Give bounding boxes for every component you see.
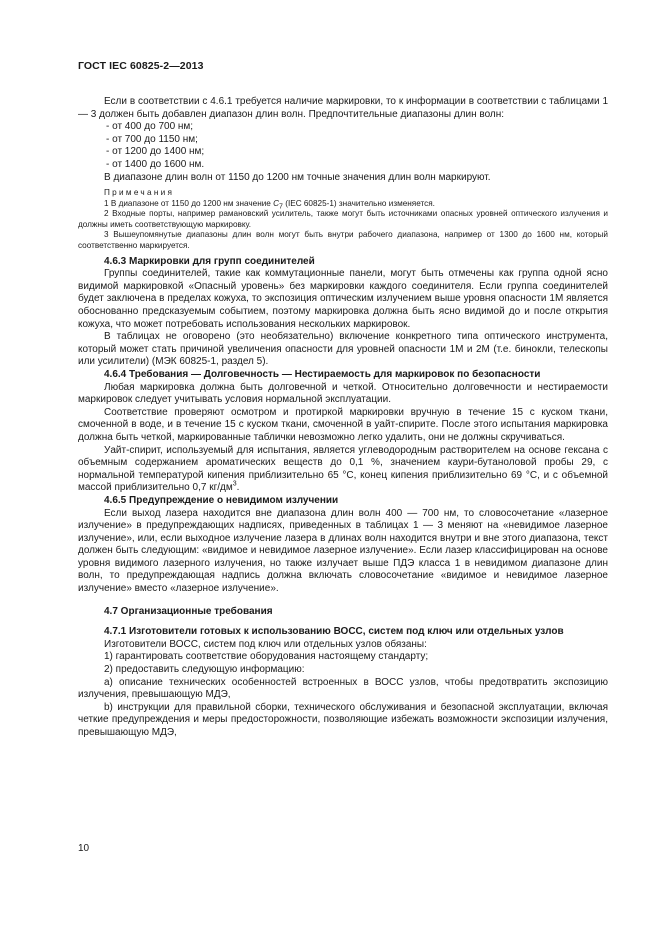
note-1 [78,199,608,210]
range-item: - от 400 до 700 нм; [106,121,194,133]
note-2: 2 Входные порты, например рамановский усилитель, также могут быть источниками опасных уровней оптического излучения и должны иметь соответствующую маркировку. [78,209,608,229]
range-item: - от 1200 до 1400 нм; [106,146,205,158]
paragraph-471-5: b) инструкции для правильной сборки, технического обслуживания и безопасной эксплуатации, включая четкие предупреждения и меры предосторожности, позволяющие избежать возможности экспозиции излучения, превышающую МДЭ, [78,701,608,738]
page-content [78,96,608,740]
paragraph-464-3-text: Уайт-спирит, используемый для испытания, является углеводородным растворителем на основе гексана с объемным содержанием ароматических веществ до 0,1 %, значением каури-бутаноловой пробы 29, с нормальной температурой кипения приблизительно 65 °С, конец кипения приблизительно 69 °С, и с объемной массой приблизительно 0,7 кг/дм [78,444,608,494]
note-1-text-b: (IEC 60825-1) значительно изменяется. [282,198,435,208]
page-number: 10 [78,843,90,854]
paragraph-464-3 [78,445,608,495]
paragraph-471-2: 1) гарантировать соответствие оборудования настоящему стандарту; [104,651,429,663]
note-3: 3 Вышеупомянутые диапазоны длин волн могут быть внутри рабочего диапазона, например от 1300 до 1600 нм, который соответственно маркируется. [78,230,608,251]
paragraph-471-4: а) описание технических особенностей встроенных в ВОСС узлов, чтобы предотвратить экспозицию излучения, превышающую МДЭ, [78,676,608,701]
section-heading-471: 4.7.1 Изготовители готовых к использованию ВОСС, систем под ключ или отдельных узлов [104,626,564,638]
paragraph-464-1: Любая маркировка должна быть долговечной и четкой. Относительно долговечности и нестираемости маркировок следует учитывать условия нормальной эксплуатации. [78,381,608,406]
section-heading-463: 4.6.3 Маркировки для групп соединителей [104,255,315,267]
paragraph-471-1: Изготовители ВОСС, систем под ключ или отдельных узлов обязаны: [104,638,427,650]
paragraph-464-2: Соответствие проверяют осмотром и протиркой маркировки вручную в течение 15 с куском ткани, смоченной в воде, и в течение 15 с куском ткани, смоченной в уайт-спирите. После этого испытания маркировка должна быть четкой, маркированные таблички невозможно легко удалить, они не должны скручиваться. [78,406,608,443]
paragraph-464-3-end: . [236,482,240,494]
range-item: - от 1400 до 1600 нм. [106,158,205,170]
paragraph-463-1: Группы соединителей, такие как коммутационные панели, могут быть отмечены как группа одной ясно видимой маркировкой «Опасный уровень» без маркировки каждого соединителя. Если группа соединителей будет заключена в пределах кожуха, то экспозиция оптическим излучением выше уровня опасности 1М является обоснованно предсказуемым событием, поэтому маркировка должна быть ясно видимой до и после открытия кожуха, что может потребовать использования нескольких маркировок. [78,268,608,330]
notes-title: Примечания [104,188,175,198]
standard-header: ГОСТ IEC 60825-2—2013 [78,60,204,72]
section-heading-465: 4.6.5 Предупреждение о невидимом излучении [104,494,339,506]
note-1-symbol: C [273,198,280,208]
paragraph-464-3-superscript: 3 [232,480,237,488]
note-1-text-a: 1 В диапазоне от 1150 до 1200 нм значение [104,198,274,208]
section-heading-47: 4.7 Организационные требования [104,605,273,617]
paragraph-461-exact: В диапазоне длин волн от 1150 до 1200 нм точные значения длин волн маркируют. [104,171,491,183]
range-item: - от 700 до 1150 нм; [106,133,198,145]
paragraph-463-2: В таблицах не оговорено (это необязательно) включение конкретного типа оптического инструмента, который может стать причиной увеличения опасности для уровней опасности 1М и 2М (т.е. бинокли, телескопы или усилители) (МЭК 60825-1, раздел 5). [78,331,608,368]
paragraph-465-1: Если выход лазера находится вне диапазона длин волн 400 — 700 нм, то словосочетание «лазерное излучение» в предупреждающих надписях, приведенных в таблицах 1 — 3 меняют на «невидимое лазерное излучение», или, если выходное излучение лазера в длинах волн находится внутри и вне этого диапазона, текст должен быть следующим: «видимое и невидимое лазерное излучение». Если лазер классифицирован на основе уровня видимого лазерного излучения, но также излучает выше ПДЭ класса 1 в невидимом диапазоне длин волн, то предупреждающая надпись должна включать словосочетание «видимое и невидимое лазерное излучение» вместо «лазерное излучение». [78,507,608,595]
note-1-subscript: 7 [279,203,283,211]
section-heading-464: 4.6.4 Требования — Долговечность — Нестираемость для маркировок по безопасности [104,368,541,380]
paragraph-471-3: 2) предоставить следующую информацию: [104,664,305,676]
paragraph-461-intro: Если в соответствии с 4.6.1 требуется наличие маркировки, то к информации в соответствии с таблицами 1 — 3 должен быть добавлен диапазон длин волн. Предпочтительные диапазоны длин волн: [78,96,608,120]
